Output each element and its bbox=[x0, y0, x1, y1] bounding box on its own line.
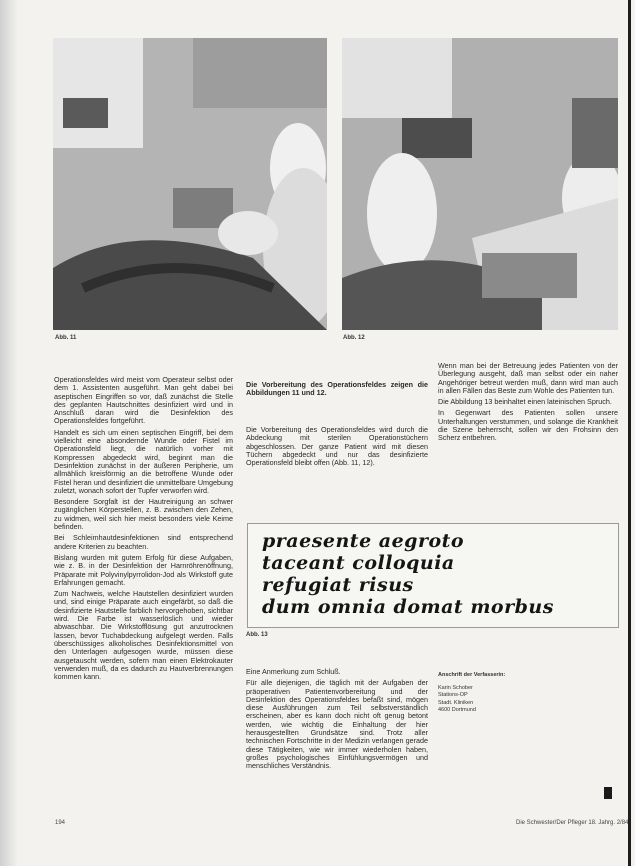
address-line: 4600 Dortmund bbox=[438, 707, 476, 713]
paragraph: Bei Schleimhautdesinfektionen sind entsprechend andere Kriterien zu beachten. bbox=[54, 533, 233, 551]
page-binding-shadow bbox=[0, 0, 18, 866]
page-tab-marker bbox=[604, 787, 612, 799]
paragraph: Die Abbildung 13 beinhaltet einen lateinischen Spruch. bbox=[438, 397, 612, 407]
address-line: Stations-OP bbox=[438, 692, 468, 698]
figure-12-caption: Abb. 12 bbox=[343, 335, 365, 341]
paragraph: Für alle diejenigen, die täglich mit der Aufgaben der präoperativen Patientenvorbereitung und der Desinfektion des Operationsfeldes befaßt sind, mögen diese Ausführungen zum Teil selbstverständlich erscheinen, aber es kann doch nicht oft genug betont werden, wie wichtig die Einhaltung der hier herausgestellten Grundsätze sind. Trotz aller technischen Fortschritte in der Medizin verlangen gerade diese Tätigkeiten, wie wir immer wiederholen haben, großes psychologisches Einfühlungsvermögen und menschliches Verständnis. bbox=[246, 678, 428, 771]
paragraph: Eine Anmerkung zum Schluß. bbox=[246, 667, 341, 676]
address-line: Karin Schober bbox=[438, 684, 473, 691]
paragraph: Zum Nachweis, welche Hautstellen desinfiziert wurden und, sind einige Präparate auch eingefärbt, so daß die desinfizierte Hautstelle farblich hervorgehoben, sichtbar wird. Die Farbe ist wasserlöslich und wieder abwaschbar. Die Wirkstofflösung gut anzutrocknen lassen, bevor Tuchabdeckung aufgelegt werden. Falls überschüssiges alkoholisches Desinfektionsmittel von den Unterlagen aufgesogen wurde, müssen diese ausgetauscht werden, sofern man einen Elektrokauter verwenden muß, da es dadurch zu Hautverbrennungen kommen kann. bbox=[54, 589, 233, 682]
author-address bbox=[438, 672, 528, 715]
text-column-left bbox=[54, 376, 233, 684]
paragraph: Die Vorbereitung des Operationsfeldes wird durch die Abdeckung mit sterilen Operationstüchern abgeschlossen. Der ganze Patient wird mit diesen Tüchern abgedeckt und nur das desinfizierte Operationsfeld bleibt offen (Abb. 11, 12). bbox=[246, 425, 428, 468]
quote-line: taceant colloquia bbox=[262, 552, 455, 574]
quote-line: refugiat risus bbox=[262, 574, 414, 596]
figure-11-caption: Abb. 11 bbox=[55, 335, 77, 341]
text-column-middle-bottom bbox=[246, 668, 428, 774]
page-number: 194 bbox=[55, 820, 66, 826]
paragraph: Besondere Sorgfalt ist der Hautreinigung an schwer zugänglichen Körperstellen, z. B. zwischen den Zehen, zu widmen, weil sich hier meist besonders viele Keime befinden. bbox=[54, 497, 233, 532]
page-edge-rule bbox=[628, 0, 631, 866]
paragraph: Wenn man bei der Betreuung jedes Patienten von der Überlegung ausgeht, daß man selbst oder ein naher Angehöriger betreut werden muß, dann wird man auch in allen Fällen das Beste zum Wohle des Patienten tun. bbox=[438, 361, 618, 395]
figure-12-photo bbox=[342, 38, 618, 330]
paragraph: Operationsfeldes wird meist vom Operateur selbst oder dem 1. Assistenten ausgeführt. Man geht dabei bei aseptischen Eingriffen so vor, daß zunächst die Stelle des geplanten Hautschnittes desinfiziert wird und in Anschluß daran wird die Desinfektion des Operationsfeldes fortgeführt. bbox=[54, 375, 233, 426]
journal-footer: Die Schwester/Der Pfleger 18. Jahrg. 2/84 bbox=[516, 820, 629, 826]
paragraph: Bislang wurden mit gutem Erfolg für diese Aufgaben, wie z. B. in der Desinfektion der Harnröhrenöffnung, Präparate mit Polyvinylpyrrolidon-Jod als Wirkstoff gute Erfahrungen gemacht. bbox=[54, 552, 233, 587]
figure-13-caption: Abb. 13 bbox=[246, 632, 268, 638]
figure-11-photo bbox=[53, 38, 327, 330]
address-line: Stadt. Kliniken bbox=[438, 699, 474, 706]
text-column-right bbox=[438, 362, 618, 446]
paragraph: Handelt es sich um einen septischen Eingriff, bei dem vielleicht eine absondernde Wunde oder Fistel im Operationsfeld liegt, die natürlich vorher mit Kompressen abgedeckt wird, beginnt man die Desinfektion zunächst in der äußeren Peripherie, um allmählich kreisförmig an die betroffene Wunde oder Fistel heran und desinfiziert die unmittelbare Umgebung zuletzt, wonach sofort der Tupfer verworfen wird. bbox=[54, 427, 233, 495]
highlight-paragraph: Die Vorbereitung des Operationsfeldes zeigen die Abbildungen 11 und 12. bbox=[246, 380, 428, 398]
quote-line: dum omnia domat morbus bbox=[262, 596, 554, 618]
address-heading: Anschrift der Verfasserin: bbox=[438, 672, 506, 678]
quote-line: praesente aegroto bbox=[262, 530, 465, 552]
paragraph: In Gegenwart des Patienten sollen unsere Unterhaltungen verstummen, und solange die Krankheit die Szene beherrscht, sollen wir den Frohsinn den Scherz entbehren. bbox=[438, 408, 618, 443]
latin-quote-box bbox=[247, 523, 619, 628]
